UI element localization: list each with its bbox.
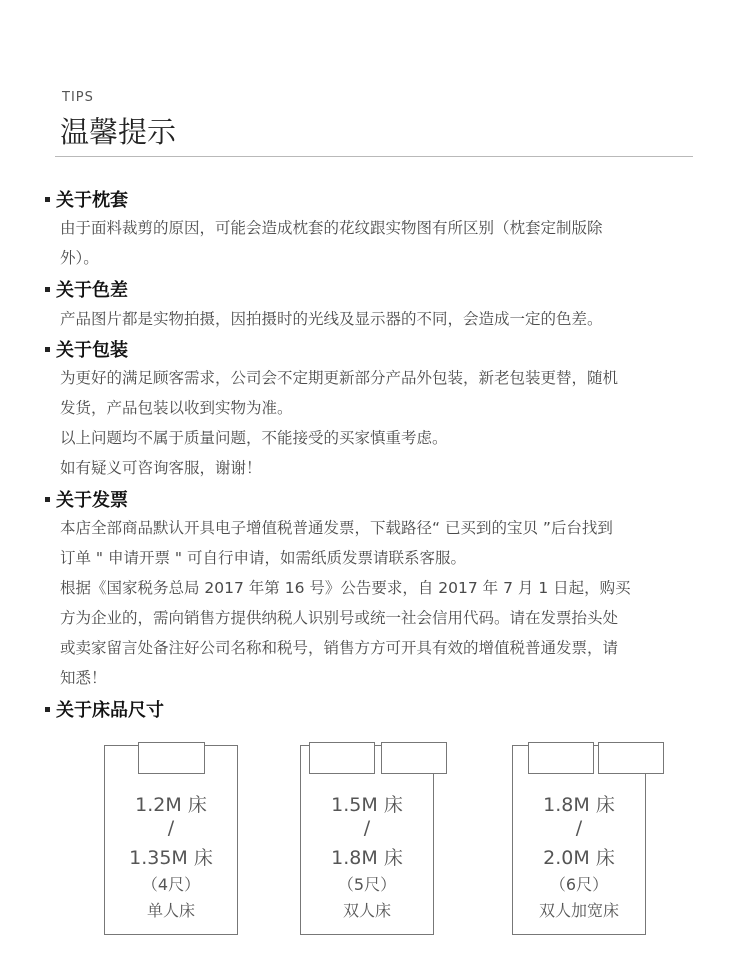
section-text-packaging [60, 363, 700, 483]
pillow-icon [528, 742, 594, 774]
section-heading-label: 关于发票 [56, 490, 128, 511]
bed-size-line1: 1.2M 床 [135, 794, 207, 816]
bed-size-separator: / [167, 817, 175, 839]
text-line: 知悉！ [60, 669, 107, 687]
section-heading-pillowcase [45, 186, 128, 212]
bed-chi: （5尺） [337, 875, 397, 894]
bed-size-line2: 1.35M 床 [129, 847, 213, 869]
header-eyebrow: TIPS [62, 90, 94, 105]
text-line: 外）。 [60, 249, 99, 267]
bed-type: 单人床 [146, 901, 195, 920]
text-line: 订单 " 申请开票 " 可自行申请，如需纸质发票请联系客服。 [60, 549, 466, 567]
bed-size-line2: 1.8M 床 [331, 847, 403, 869]
bed-diagram-wide-double [512, 745, 646, 935]
pillow-icon [309, 742, 375, 774]
bed-chi: （6尺） [549, 875, 609, 894]
pillow-icon [138, 742, 205, 774]
bed-size-separator: / [575, 817, 583, 839]
section-heading-color [45, 276, 128, 302]
bullet-icon [45, 707, 50, 712]
bullet-icon [45, 287, 50, 292]
pillow-icon [381, 742, 447, 774]
section-heading-bed-size [45, 696, 164, 722]
pillow-icon [598, 742, 664, 774]
section-heading-packaging [45, 336, 128, 362]
bed-size-line2: 2.0M 床 [543, 847, 615, 869]
bed-size-line1: 1.5M 床 [331, 794, 403, 816]
bullet-icon [45, 197, 50, 202]
bed-size-line1: 1.8M 床 [543, 794, 615, 816]
text-line: 发货，产品包装以收到实物为准。 [60, 399, 293, 417]
section-heading-label: 关于床品尺寸 [56, 700, 164, 721]
bed-type: 双人床 [342, 901, 391, 920]
text-line: 根据《国家税务总局 2017 年第 16 号》公告要求，自 2017 年 7 月 1 日起，购买 [60, 579, 631, 597]
header-divider [55, 156, 693, 157]
bed-type: 双人加宽床 [538, 901, 619, 920]
section-text-pillowcase [60, 213, 700, 273]
text-line: 为更好的满足顾客需求，公司会不定期更新部分产品外包装，新老包装更替，随机 [60, 369, 619, 387]
section-text-invoice [60, 513, 700, 693]
bed-diagram-double [300, 745, 434, 935]
bullet-icon [45, 497, 50, 502]
text-line: 产品图片都是实物拍摄，因拍摄时的光线及显示器的不同，会造成一定的色差。 [60, 310, 603, 328]
text-line: 或卖家留言处备注好公司名称和税号，销售方方可开具有效的增值税普通发票，请 [60, 639, 619, 657]
section-text-color [60, 304, 700, 334]
bed-chi: （4尺） [141, 875, 201, 894]
page-title: 温馨提示 [60, 115, 177, 149]
bed-size-separator: / [363, 817, 371, 839]
text-line: 如有疑义可咨询客服，谢谢！ [60, 459, 262, 477]
text-line: 方为企业的，需向销售方提供纳税人识别号或统一社会信用代码。请在发票抬头处 [60, 609, 619, 627]
section-heading-invoice [45, 486, 128, 512]
bullet-icon [45, 347, 50, 352]
text-line: 本店全部商品默认开具电子增值税普通发票，下载路径“ 已买到的宝贝 ”后台找到 [60, 519, 613, 537]
section-heading-label: 关于枕套 [56, 190, 128, 211]
section-heading-label: 关于包装 [56, 340, 128, 361]
section-heading-label: 关于色差 [56, 280, 128, 301]
text-line: 由于面料裁剪的原因，可能会造成枕套的花纹跟实物图有所区别（枕套定制版除 [60, 219, 603, 237]
text-line: 以上问题均不属于质量问题，不能接受的买家慎重考虑。 [60, 429, 448, 447]
bed-diagram-single [104, 745, 238, 935]
